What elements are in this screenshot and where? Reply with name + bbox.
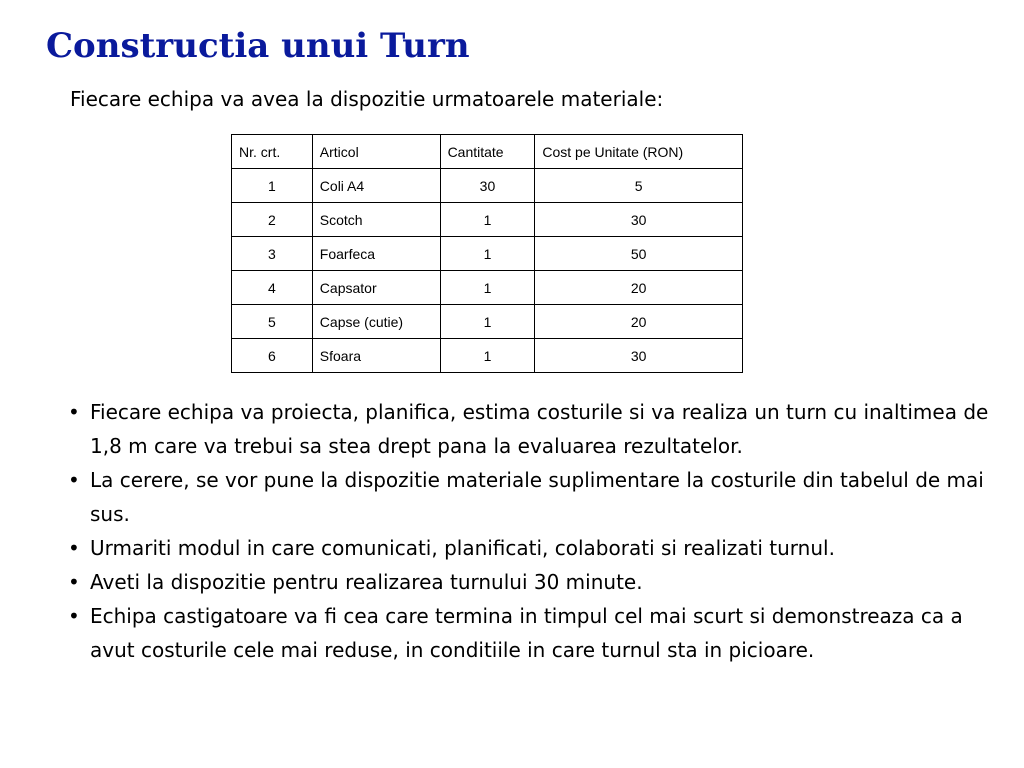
bullet-text: Echipa castigatoare va fi cea care termina in timpul cel mai scurt si demonstreaza ca a avut costurile cele mai reduse, in conditiile in care turnul sta in picioare.: [90, 604, 963, 662]
cell-nr: 3: [232, 237, 313, 271]
header-nr-crt: Nr. crt.: [232, 135, 313, 169]
cell-cantitate: 1: [440, 271, 535, 305]
bullet-dot-icon: •: [68, 570, 80, 594]
intro-text: Fiecare echipa va avea la dispozitie urmatoarele materiale:: [70, 87, 664, 111]
cell-articol: Scotch: [312, 203, 440, 237]
bullet-text: La cerere, se vor pune la dispozitie materiale suplimentare la costurile din tabelul de mai sus.: [90, 468, 984, 526]
bullet-item: [68, 463, 998, 531]
bullet-text: Aveti la dispozitie pentru realizarea turnului 30 minute.: [90, 570, 643, 594]
cell-cost: 30: [535, 203, 743, 237]
bullet-dot-icon: •: [68, 400, 80, 424]
bullet-dot-icon: •: [68, 468, 80, 492]
bullet-item: [68, 599, 998, 667]
table-row: [232, 237, 743, 271]
table-row: [232, 203, 743, 237]
cell-articol: Foarfeca: [312, 237, 440, 271]
cell-cantitate: 1: [440, 339, 535, 373]
cell-cantitate: 1: [440, 203, 535, 237]
table-header-row: [232, 135, 743, 169]
table-row: [232, 339, 743, 373]
cell-nr: 1: [232, 169, 313, 203]
table-row: [232, 169, 743, 203]
slide-title: Constructia unui Turn: [46, 26, 470, 66]
materials-table: [231, 134, 743, 373]
cell-nr: 2: [232, 203, 313, 237]
cell-nr: 5: [232, 305, 313, 339]
cell-articol: Coli A4: [312, 169, 440, 203]
bullet-dot-icon: •: [68, 604, 80, 628]
table-row: [232, 305, 743, 339]
cell-cost: 5: [535, 169, 743, 203]
bullet-text: Fiecare echipa va proiecta, planifica, estima costurile si va realiza un turn cu inaltimea de 1,8 m care va trebui sa stea drept pana la evaluarea rezultatelor.: [90, 400, 989, 458]
cell-nr: 4: [232, 271, 313, 305]
bullet-dot-icon: •: [68, 536, 80, 560]
bullet-item: [68, 565, 998, 599]
bullet-list: [68, 395, 998, 667]
cell-cantitate: 1: [440, 237, 535, 271]
cell-articol: Sfoara: [312, 339, 440, 373]
cell-nr: 6: [232, 339, 313, 373]
bullet-item: [68, 531, 998, 565]
header-articol: Articol: [312, 135, 440, 169]
header-cost-unitate: Cost pe Unitate (RON): [535, 135, 743, 169]
cell-articol: Capse (cutie): [312, 305, 440, 339]
cell-cost: 20: [535, 305, 743, 339]
cell-cantitate: 30: [440, 169, 535, 203]
table-row: [232, 271, 743, 305]
cell-cost: 30: [535, 339, 743, 373]
bullet-item: [68, 395, 998, 463]
cell-cantitate: 1: [440, 305, 535, 339]
cell-cost: 20: [535, 271, 743, 305]
header-cantitate: Cantitate: [440, 135, 535, 169]
bullet-text: Urmariti modul in care comunicati, planificati, colaborati si realizati turnul.: [90, 536, 835, 560]
cell-articol: Capsator: [312, 271, 440, 305]
cell-cost: 50: [535, 237, 743, 271]
